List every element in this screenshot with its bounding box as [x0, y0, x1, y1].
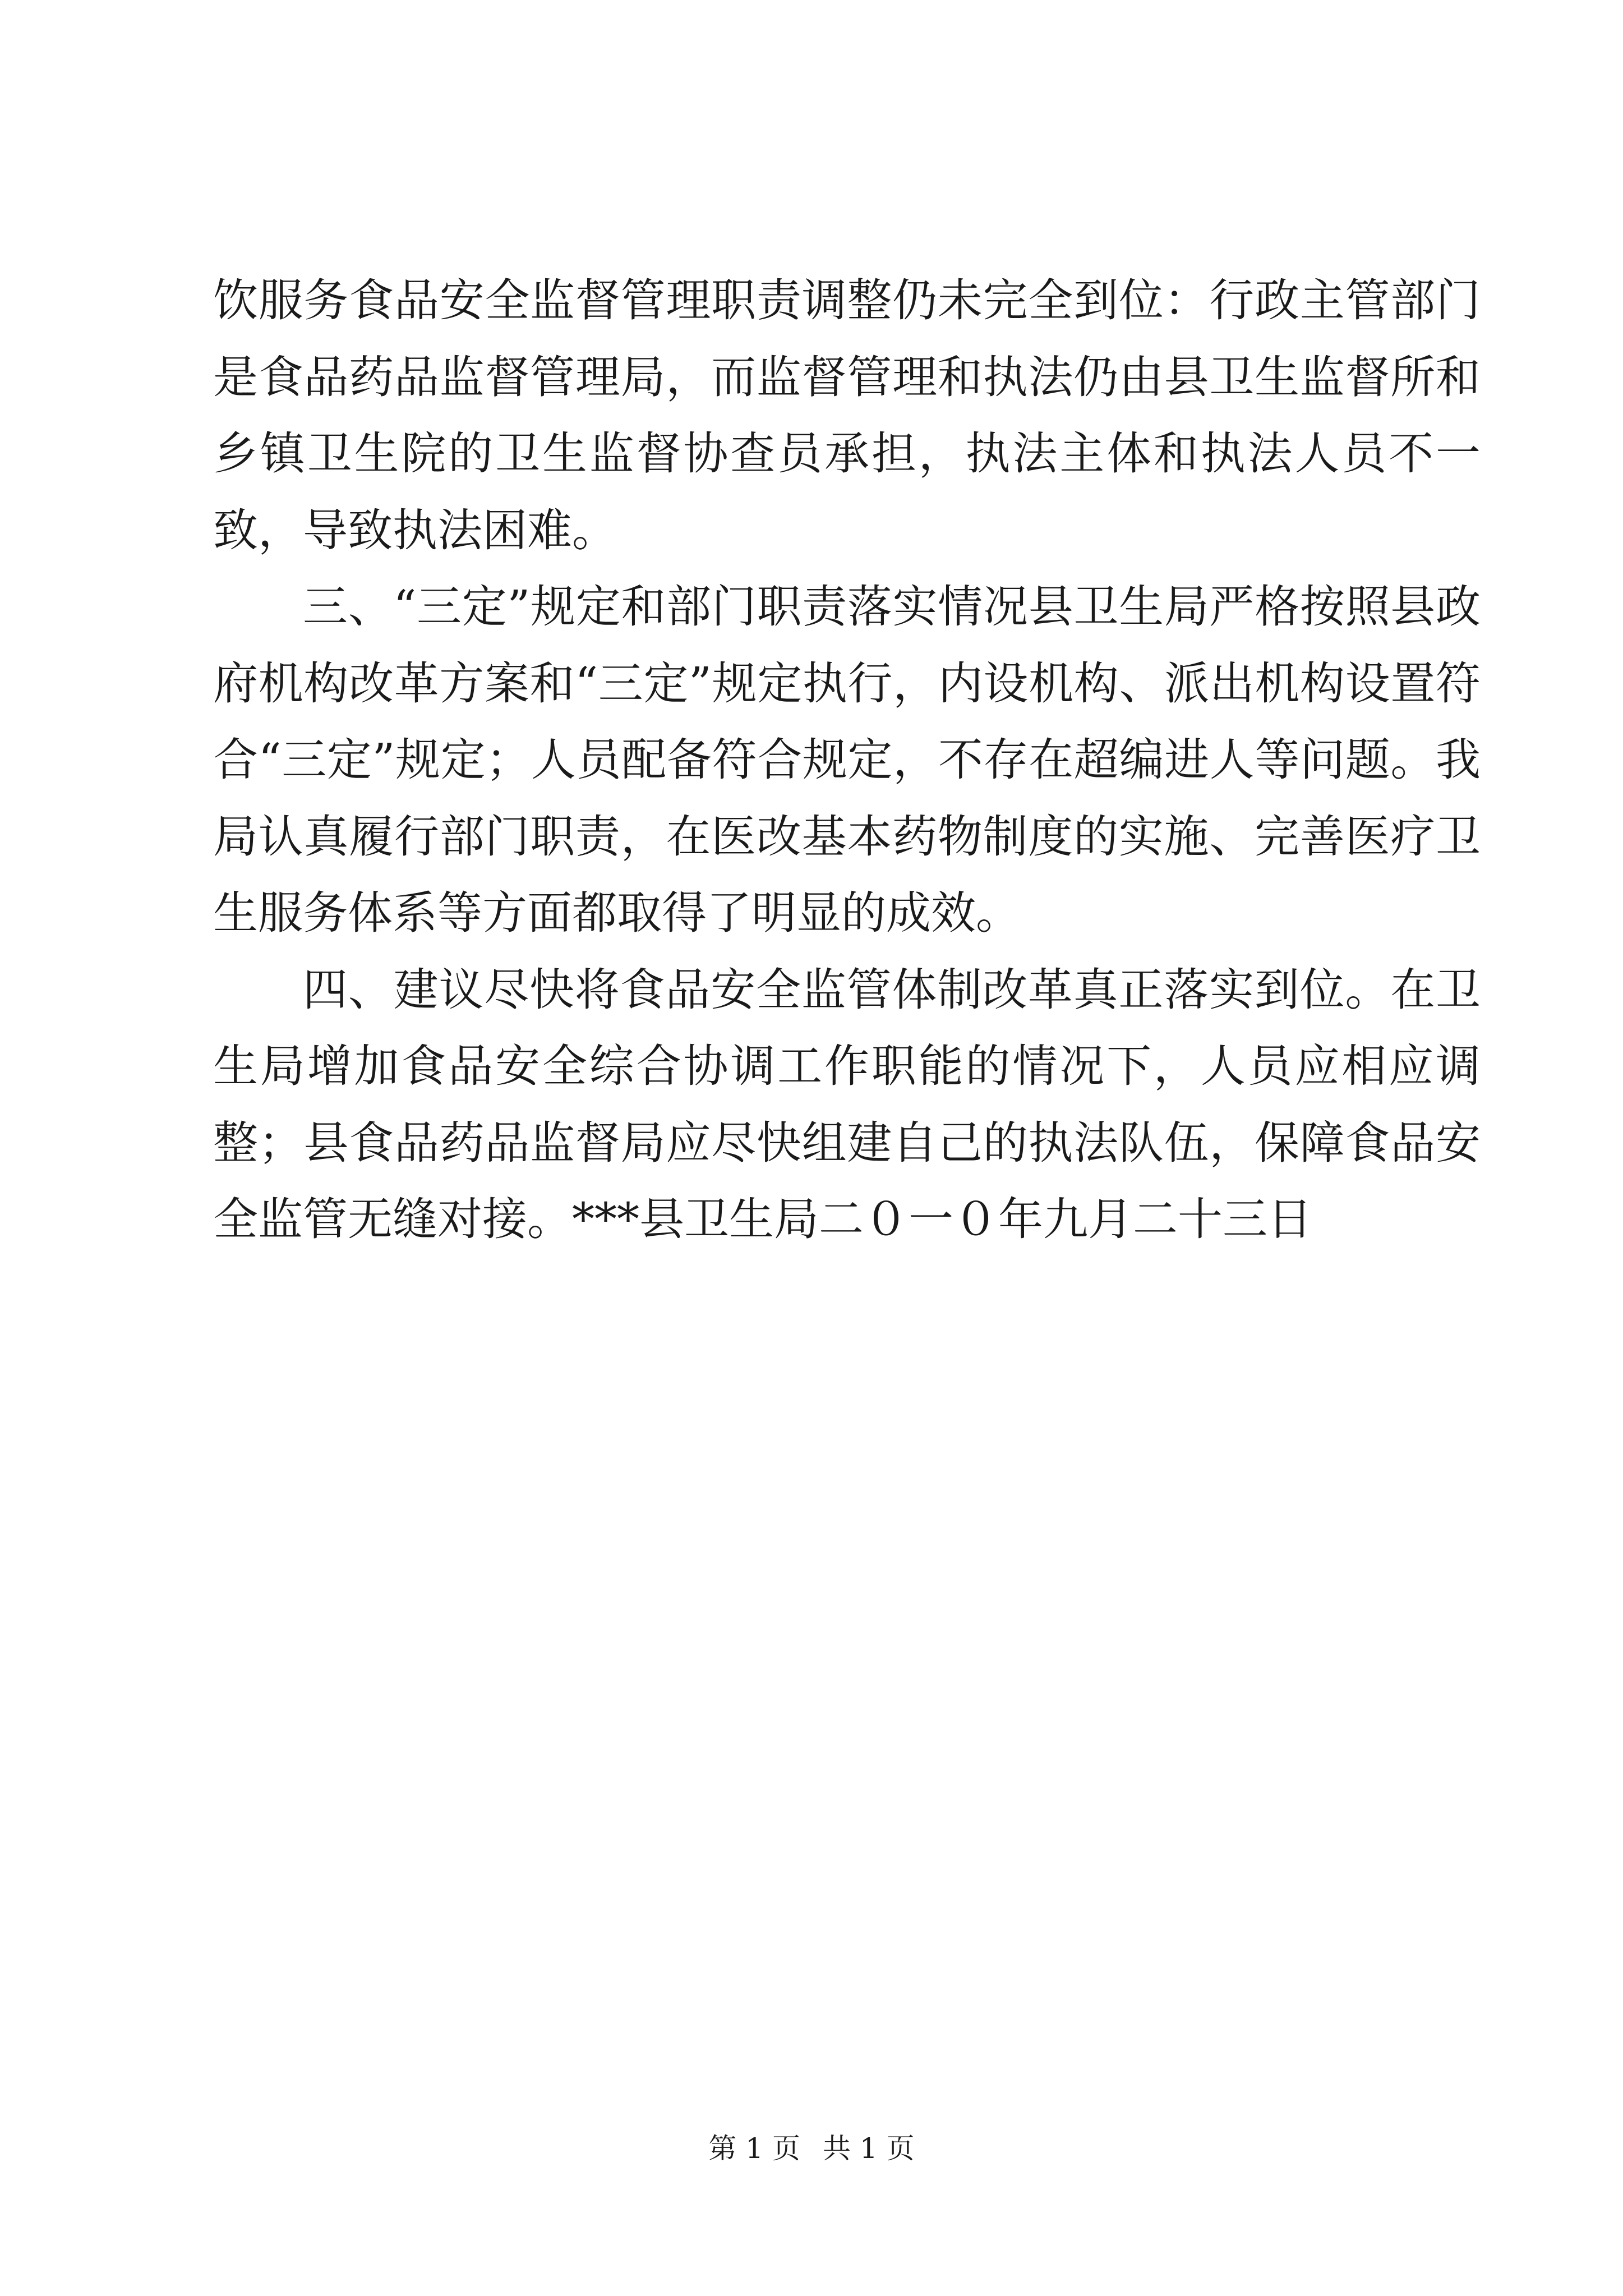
document-body — [213, 263, 1481, 1258]
page-total: 共 1 页 — [823, 2132, 915, 2165]
paragraph-1: 饮服务食品安全监督管理职责调整仍未完全到位：行政主管部门是食品药品监督管理局，而监督管理和执法仍由县卫生监督所和乡镇卫生院的卫生监督协查员承担，执法主体和执法人员不一致，导致执法困难。 — [213, 274, 1481, 556]
paragraph-3: 四、建议尽快将食品安全监管体制改革真正落实到位。在卫生局增加食品安全综合协调工作职能的情况下，人员应相应调整；县食品药品监督局应尽快组建自己的执法队伍，保障食品安全监管无缝对接。***县卫生局二０一０年九月二十三日 — [213, 963, 1481, 1245]
paragraph-2: 三、“三定”规定和部门职责落实情况县卫生局严格按照县政府机构改革方案和“三定”规定执行，内设机构、派出机构设置符合“三定”规定；人员配备符合规定，不存在超编进人等问题。我局认真履行部门职责，在医改基本药物制度的实施、完善医疗卫生服务体系等方面都取得了明显的成效。 — [213, 581, 1481, 939]
page-number: 第 1 页 — [708, 2132, 800, 2165]
page-footer — [0, 2129, 1623, 2168]
